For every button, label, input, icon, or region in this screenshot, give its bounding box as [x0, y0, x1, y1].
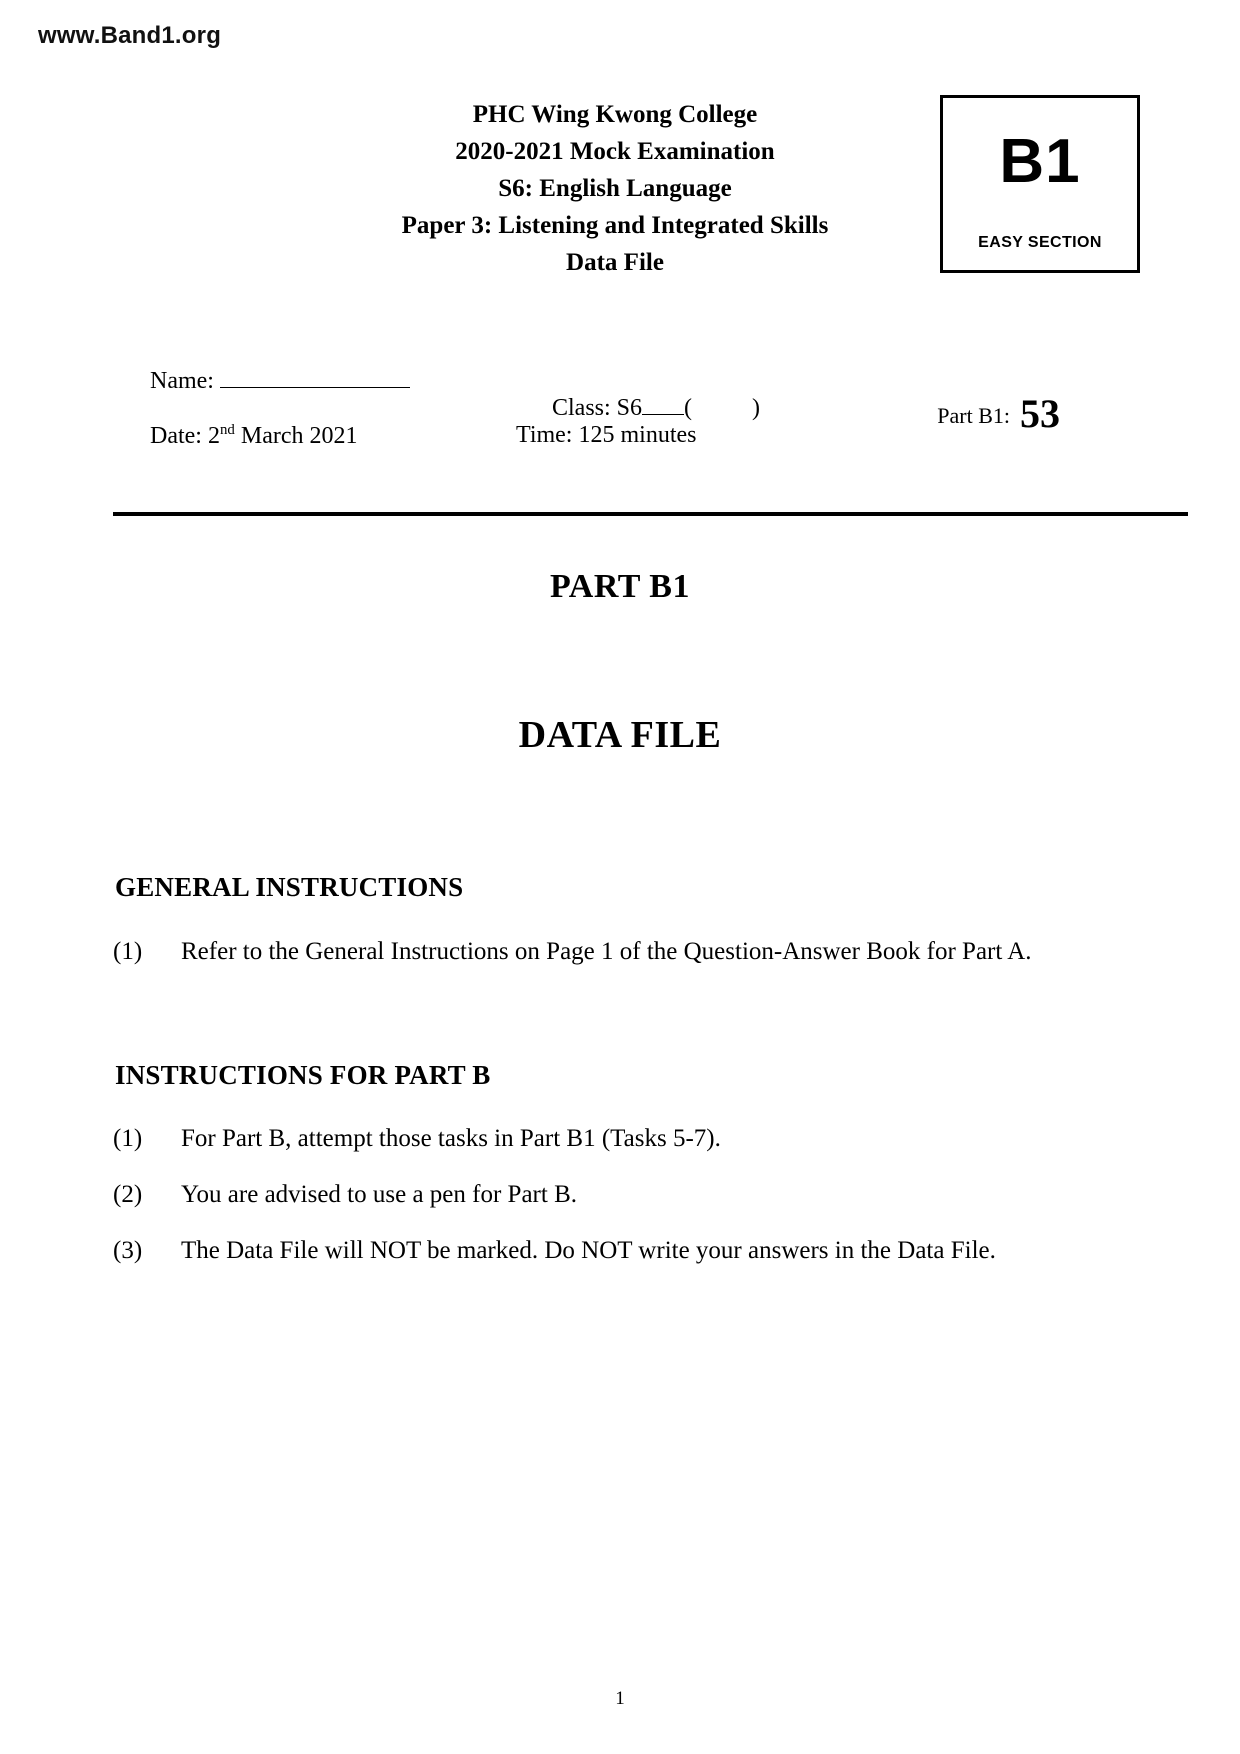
general-instruction-item-text: Refer to the General Instructions on Page 1 of the Question-Answer Book for Part A.: [181, 938, 1032, 965]
band-stamp-label: B1: [999, 127, 1081, 196]
name-write-line[interactable]: [220, 369, 410, 388]
general-instructions-heading: GENERAL INSTRUCTIONS: [115, 872, 464, 902]
part-title: PART B1: [550, 568, 690, 605]
name-label: Name:: [150, 368, 214, 394]
exam-title-line-5: Data File: [566, 249, 664, 276]
part-b-instruction-item-text: For Part B, attempt those tasks in Part B1 (Tasks 5-7).: [181, 1125, 721, 1152]
part-b-instruction-item-number: (2): [113, 1181, 143, 1208]
header-divider: [113, 512, 1188, 516]
part-b-instruction-item-number: (1): [113, 1125, 143, 1152]
part-b-instruction-item-number: (3): [113, 1237, 143, 1264]
exam-title-line-2: 2020-2021 Mock Examination: [455, 138, 775, 165]
date-label: Date:: [150, 423, 202, 449]
part-b-instruction-item-text: You are advised to use a pen for Part B.: [181, 1181, 577, 1208]
part-b-instructions-heading: INSTRUCTIONS FOR PART B: [115, 1060, 491, 1090]
band-stamp-sublabel: EASY SECTION: [978, 234, 1102, 251]
exam-title-line-1: PHC Wing Kwong College: [472, 101, 758, 128]
exam-title-line-3: S6: English Language: [498, 175, 732, 202]
part-b-instruction-item: [113, 1236, 996, 1266]
time-value: 125 minutes: [578, 422, 697, 448]
document-title: DATA FILE: [518, 714, 722, 756]
part-b-instruction-item: [113, 1124, 721, 1154]
part-b-instruction-item-text: The Data File will NOT be marked. Do NOT write your answers in the Data File.: [181, 1237, 996, 1264]
exam-header: [0, 96, 1240, 286]
class-write-line[interactable]: [642, 397, 684, 415]
time-label: Time:: [516, 422, 573, 448]
date-field: [150, 422, 358, 450]
candidate-info: [0, 368, 1240, 458]
name-field[interactable]: [150, 368, 410, 395]
class-suffix: ( ): [684, 395, 761, 421]
time-field: [516, 422, 696, 449]
general-instruction-item: [113, 937, 1032, 967]
date-value: 2nd March 2021: [207, 422, 358, 449]
general-instruction-item-number: (1): [113, 938, 143, 965]
exam-title-block: [330, 96, 900, 281]
part-mark-label: Part B1:: [937, 403, 1010, 428]
class-label: Class: S6: [552, 395, 643, 421]
page-number: 1: [615, 1688, 625, 1709]
date-ordinal-suffix: nd: [219, 422, 235, 438]
band-stamp-box: [940, 95, 1140, 273]
site-watermark: www.Band1.org: [38, 22, 222, 49]
part-mark-value: 53: [1020, 391, 1060, 436]
exam-title-line-4: Paper 3: Listening and Integrated Skills: [401, 212, 829, 239]
part-b-instruction-item: [113, 1180, 577, 1210]
part-mark-total: [937, 390, 1060, 437]
